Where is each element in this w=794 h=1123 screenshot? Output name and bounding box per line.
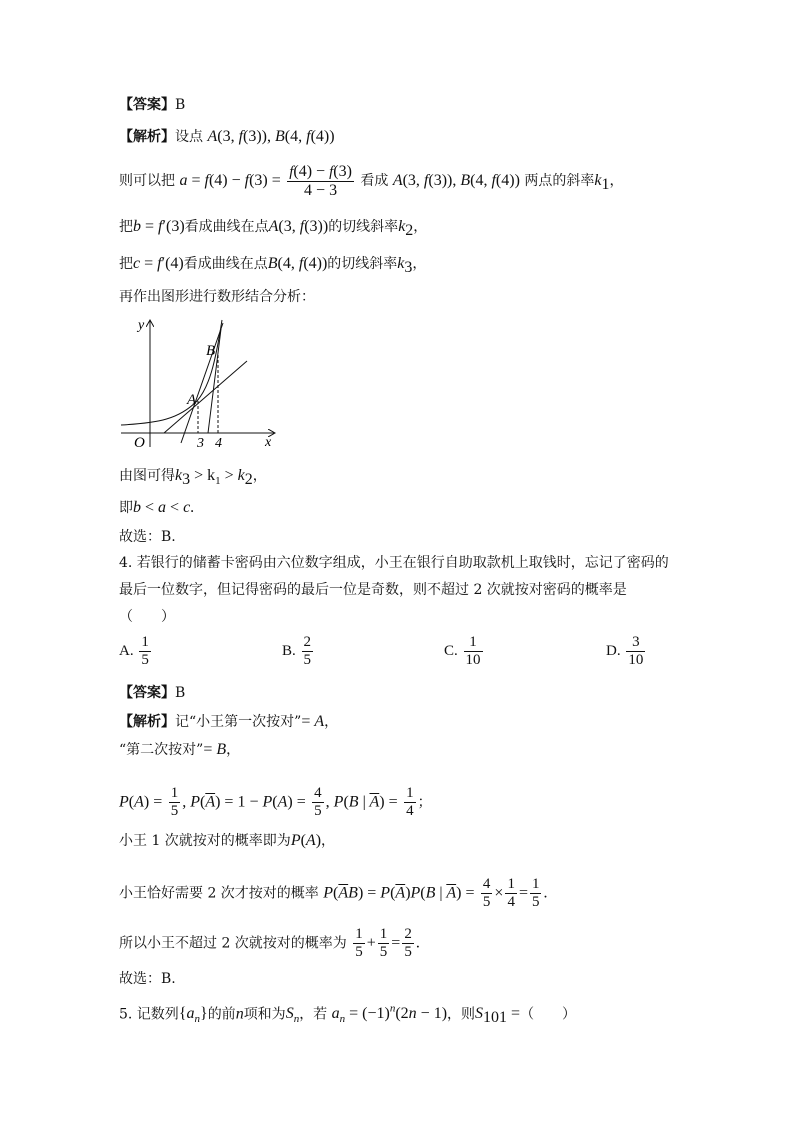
formula-c-def: c = f′(4) bbox=[133, 255, 184, 272]
q3-text-3c: 的切线斜率 bbox=[328, 219, 399, 235]
q3-analysis-line-2: 则可以把 a = f(4) − f(3) = $\frac{f(4) - f(3)}{4 - 3}$ 看成 A(3, f(3)), B(4, f(4)) 两点的斜率$k_1$， bbox=[119, 163, 624, 199]
formula-event-b: = B bbox=[203, 741, 227, 758]
q3-text-2a: 则可以把 bbox=[119, 173, 175, 189]
formula-points: A(3, f(3)), B(4, f(4)) bbox=[207, 128, 335, 145]
q4-analysis-line-4: 小王 1 次就按对的概率即为P(A)， bbox=[119, 832, 336, 849]
q4-analysis-line-3: P(A) = $\frac{1}{5}$ , $P(\overline{A}) = 1 - P(A)$ = $\frac{4}{5}$ , P(B | $\overline{A}$) = $\frac{1}{4}$ ； bbox=[119, 785, 432, 819]
option-b[interactable] bbox=[282, 634, 315, 669]
answer-value: B bbox=[175, 685, 186, 701]
option-d-label: D. bbox=[606, 642, 621, 659]
label-x: x bbox=[265, 435, 272, 450]
q4-text-4a: 小王 1 次就按对的概率即为 bbox=[119, 833, 291, 849]
option-d-fraction: $\frac{3}{10}$ bbox=[628, 634, 644, 668]
formula-seq: $\{a_n\}$ bbox=[178, 1005, 208, 1026]
q4-analysis-line-5: 小王恰好需要 2 次才按对的概率 $P(\overline{A}B) = P(\overline{A})P(B$ | $\overline{A}$) = $\frac{4}{5}$ × $\frac{1}{4}$ = $\frac{1}{5}$ . bbox=[119, 876, 548, 910]
q3-analysis-line-7 bbox=[119, 498, 194, 518]
q3-final-choice: 故选：B. bbox=[119, 529, 176, 545]
option-b-fraction: $\frac{2}{5}$ bbox=[303, 634, 312, 668]
option-a-fraction: $\frac{1}{5}$ bbox=[141, 634, 149, 668]
q3-text-4c: 的切线斜率 bbox=[327, 256, 398, 272]
formula-s101: $S_{101}$ = bbox=[475, 1005, 521, 1027]
formula-pa: P(A) bbox=[290, 832, 322, 849]
label-a: A bbox=[187, 392, 197, 408]
q3-text-2c: 两点的斜率 bbox=[524, 173, 595, 189]
q4-stem-1: 4. 若银行的储蓄卡密码由六位数字组成，小王在银行自助取款机上取钱时，忘记了密码的 bbox=[119, 555, 669, 571]
analysis-tag: 【解析】 bbox=[119, 129, 175, 145]
tick-4: 4 bbox=[215, 436, 222, 450]
q3-text-3a: 把 bbox=[119, 219, 133, 235]
answer-value: B bbox=[175, 97, 186, 113]
formula-an: $a_n = (-1)^n(2n - 1)$ bbox=[331, 1003, 448, 1026]
q4-answer-line bbox=[119, 683, 185, 703]
option-c-fraction: $\frac{1}{10}$ bbox=[465, 634, 481, 668]
q4-text-1a: 记“小王第一次按对” bbox=[175, 714, 302, 730]
q3-analysis-line-6: 由图可得$k_3 > k_1 > k_2$， bbox=[119, 467, 267, 489]
formula-sn: $S_n$ bbox=[285, 1005, 300, 1026]
secant-ab bbox=[181, 323, 223, 443]
formula-a-def: a = f(4) − f(3) = bbox=[179, 172, 281, 189]
q4-analysis-line-2: “第二次按对”= B， bbox=[119, 741, 241, 758]
q3-analysis-line-4: 把c = f′(4)看成曲线在点B(4, f(4))的切线斜率$k_3$， bbox=[119, 255, 427, 277]
formula-point-b: B(4, f(4)) bbox=[267, 255, 328, 272]
q5-text-a: 5. 记数列 bbox=[119, 1006, 179, 1023]
curve-f bbox=[121, 320, 222, 425]
analysis-tag: 【解析】 bbox=[119, 714, 175, 730]
q3-text-3b: 看成曲线在点 bbox=[184, 219, 269, 235]
q3-text-1: 设点 bbox=[175, 129, 203, 145]
q5-text-e: ，则 bbox=[447, 1006, 476, 1023]
formula-probabilities: P(A) = bbox=[119, 793, 163, 811]
formula-k1: $k_1$ bbox=[594, 172, 610, 194]
formula-second-try: $P(\overline{A}B) = P(\overline{A})P(B$ | $\overline{A}$) = bbox=[323, 884, 475, 902]
option-a-label: A. bbox=[119, 642, 134, 659]
q3-text-6a: 由图可得 bbox=[119, 468, 175, 484]
fraction-slope: $\frac{f(4) - f(3)}{4 - 3}$ bbox=[289, 163, 352, 199]
q4-text-6a: 所以小王不超过 2 次就按对的概率为 bbox=[119, 935, 347, 952]
formula-point-a: A(3, f(3)) bbox=[268, 218, 329, 235]
formula-k3: $k_3$ bbox=[397, 255, 413, 277]
function-graph bbox=[119, 315, 279, 450]
q3-answer-line bbox=[119, 95, 185, 115]
q4-text-5a: 小王恰好需要 2 次才按对的概率 bbox=[119, 885, 319, 902]
formula-points-2: A(3, f(3)), B(4, f(4)) bbox=[392, 172, 520, 189]
q3-analysis-line-3: 把b = f′(3)看成曲线在点A(3, f(3))的切线斜率$k_2$， bbox=[119, 218, 428, 240]
option-d[interactable] bbox=[606, 634, 647, 669]
answer-tag: 【答案】 bbox=[119, 685, 175, 701]
label-origin: O bbox=[134, 435, 145, 450]
option-c[interactable] bbox=[444, 634, 485, 669]
q3-text-2b: 看成 bbox=[360, 173, 389, 189]
q3-text-4a: 把 bbox=[119, 256, 133, 272]
q5-text-b: 的前 bbox=[207, 1006, 236, 1023]
q4-text-2a: “第二次按对” bbox=[119, 742, 204, 758]
formula-k2: $k_2$ bbox=[398, 218, 414, 240]
answer-tag: 【答案】 bbox=[119, 97, 175, 113]
tick-3: 3 bbox=[197, 436, 204, 450]
q3-analysis-line-1 bbox=[119, 127, 335, 147]
q4-stem-3: （ ） bbox=[119, 609, 175, 625]
option-b-label: B. bbox=[282, 642, 296, 659]
formula-order: b < a < c. bbox=[133, 499, 195, 516]
q5-text-c: 项和为 bbox=[243, 1006, 286, 1023]
q3-text-7a: 即 bbox=[119, 500, 133, 516]
option-c-label: C. bbox=[444, 642, 458, 659]
q5-stem: 5. 记数列$\{a_n\}$的前n项和为$S_n$，若 $a_n = (-1)^n(2n - 1)$，则$S_{101}$ =（ ） bbox=[119, 1003, 577, 1027]
label-b: B bbox=[206, 343, 216, 359]
q4-analysis-line-6: 所以小王不超过 2 次就按对的概率为 $\frac{1}{5}$ + $\frac{1}{5}$ = $\frac{2}{5}$ . bbox=[119, 926, 420, 960]
option-a[interactable] bbox=[119, 634, 153, 669]
q5-text-f: （ ） bbox=[520, 1006, 577, 1023]
formula-event-a: = A bbox=[301, 713, 325, 730]
formula-k-order: $k_3 > k_1 > k_2$ bbox=[175, 467, 253, 489]
formula-b-def: b = f′(3) bbox=[133, 218, 185, 235]
q4-analysis-line-1: 【解析】记“小王第一次按对”= A， bbox=[119, 713, 339, 730]
q3-analysis-line-5: 再作出图形进行数形结合分析： bbox=[119, 289, 315, 305]
q4-stem-2: 最后一位数字，但记得密码的最后一位是奇数，则不超过 2 次就按对密码的概率是 bbox=[119, 582, 627, 598]
q4-final-choice: 故选：B. bbox=[119, 971, 176, 987]
q3-text-4b: 看成曲线在点 bbox=[183, 256, 268, 272]
q5-text-d: ，若 bbox=[299, 1006, 328, 1023]
label-y: y bbox=[138, 318, 145, 333]
